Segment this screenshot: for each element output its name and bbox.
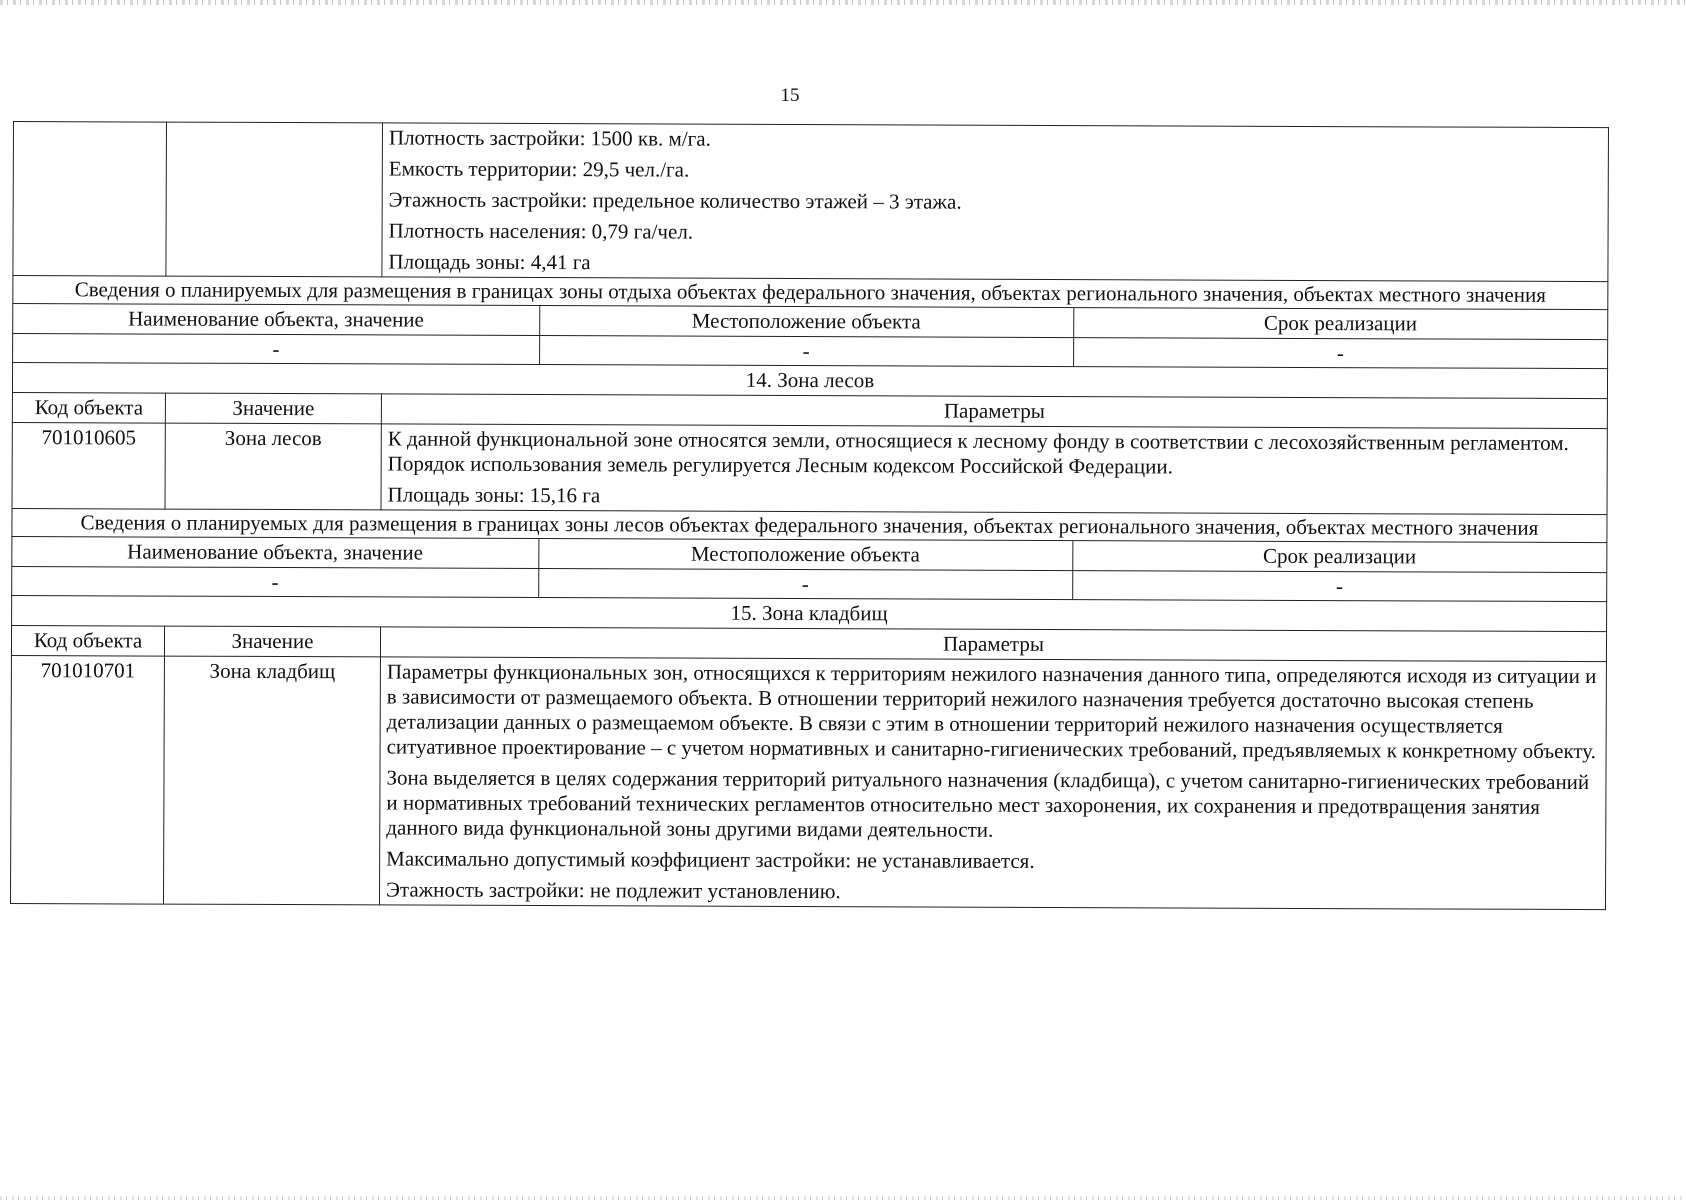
- zone14-params-cell: [381, 424, 1607, 515]
- zone15-value: Зона кладбищ: [163, 656, 380, 905]
- param-line: Площадь зоны: 4,41 га: [388, 249, 591, 275]
- zone14-code: 701010605: [12, 422, 165, 509]
- objects-header-location: Местоположение объекта: [538, 539, 1072, 571]
- zone14-data-row: [12, 422, 1607, 514]
- header-code: Код объекта: [12, 392, 165, 423]
- zone13-objects-table-row: [13, 304, 1608, 369]
- objects-header-name: Наименование объекта, значение: [13, 304, 539, 336]
- objects-cell-name: -: [13, 334, 539, 365]
- zones-table-sheet: [10, 121, 1609, 910]
- param-line: Площадь зоны: 15,16 га: [387, 482, 601, 508]
- zone14-title: 14. Зона лесов: [12, 363, 1607, 399]
- param-line: Емкость территории: 29,5 чел./га.: [388, 156, 690, 182]
- zone15-data-row: [10, 655, 1606, 909]
- objects-header-name: Наименование объекта, значение: [12, 537, 538, 569]
- objects-header-deadline: Срок реализации: [1072, 541, 1606, 573]
- objects-cell-location: -: [538, 569, 1072, 600]
- zone13-code-cell: [13, 122, 167, 277]
- header-params: Параметры: [381, 394, 1607, 429]
- zone14-objects-table-row: [12, 536, 1607, 601]
- header-code: Код объекта: [11, 625, 164, 656]
- zone14-value: Зона лесов: [165, 423, 381, 510]
- objects-cell-location: -: [539, 336, 1073, 367]
- zone13-objects-table: [13, 304, 1607, 368]
- objects-cell-name: -: [12, 567, 538, 598]
- header-value: Значение: [164, 626, 380, 657]
- param-line: Этажность застройки: не подлежит установлению.: [386, 877, 841, 904]
- zone15-code: 701010701: [10, 655, 164, 904]
- objects-header-deadline: Срок реализации: [1073, 308, 1607, 340]
- objects-cell-deadline: -: [1073, 338, 1607, 369]
- param-line: Плотность застройки: 1500 кв. м/га.: [388, 125, 711, 151]
- header-params: Параметры: [380, 627, 1606, 662]
- param-paragraph: Параметры функциональных зон, относящихся к территориям нежилого назначения данного типа, определяются исходя из ситуации и в зависимости от размещаемого объекта. В отношении территорий нежилого назначения требуется достаточно высокая степень детализации данных о размещаемом объекте. В связи с этим в отношении территорий нежилого назначения осуществляется ситуативное проектирование – с учетом нормативных и санитарно-гигиенических требований, предъявляемых к конкретному объекту.: [386, 659, 1597, 764]
- header-value: Значение: [165, 393, 381, 424]
- objects-cell-deadline: -: [1072, 571, 1606, 602]
- zone13-params-row: [13, 122, 1609, 282]
- param-paragraph: К данной функциональной зоне относятся земли, относящиеся к лесному фонду в соответствии с лесохозяйственным регламентом. Порядок использования земель регулируется Лесным кодексом Российской Федерации.: [387, 426, 1569, 479]
- param-line: Плотность населения: 0,79 га/чел.: [388, 218, 694, 244]
- param-line: Максимально допустимый коэффициент застройки: не устанавливается.: [386, 846, 1035, 873]
- zone15-title: 15. Зона кладбищ: [12, 595, 1607, 631]
- param-paragraph: Зона выделяется в целях содержания территорий ритуального назначения (кладбища), с учетом санитарно-гигиенических требований и нормативных требований технических регламентов относительно мест захоронения, их сохранения и предотвращения занятия данного вида функциональной зоны другими видами деятельности.: [386, 765, 1590, 842]
- zone13-value-cell: [166, 122, 383, 277]
- zone13-params-cell: [382, 123, 1609, 282]
- scan-edge-top: [0, 0, 1686, 5]
- objects-header-location: Местоположение объекта: [539, 306, 1073, 338]
- objects-info-heading: Сведения о планируемых для размещения в границах зоны отдыха объектах федерального значения, объектах регионального значения, объектах местного значения: [13, 276, 1608, 310]
- zone14-objects-table: [12, 537, 1606, 601]
- scan-edge-bottom: [0, 1196, 1686, 1200]
- page-number: 15: [780, 85, 800, 106]
- objects-info-heading: Сведения о планируемых для размещения в границах зоны лесов объектах федерального значения, объектах регионального значения, объектах местного значения: [12, 508, 1607, 542]
- zones-table: [10, 121, 1609, 910]
- param-line: Этажность застройки: предельное количество этажей – 3 этажа.: [388, 187, 962, 214]
- zone15-params-cell: [379, 657, 1606, 910]
